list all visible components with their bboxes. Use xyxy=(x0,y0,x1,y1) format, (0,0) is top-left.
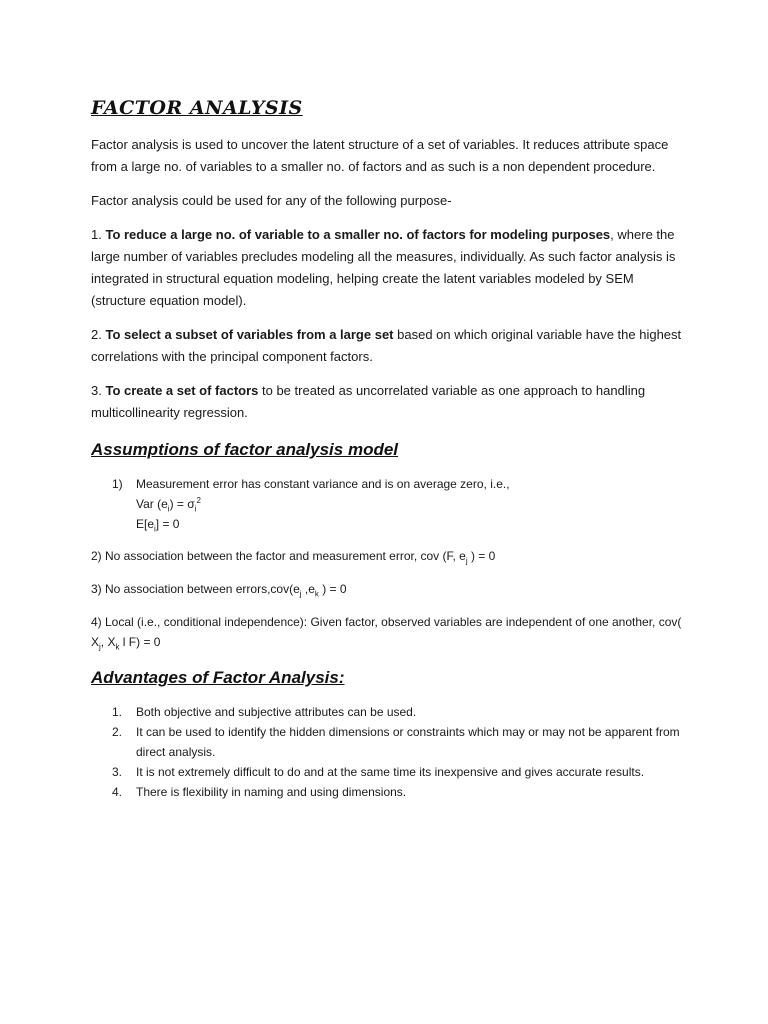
advantages-heading: Advantages of Factor Analysis: xyxy=(91,668,345,687)
purpose-item: 2. To select a subset of variables from a large set based on which original variable have the highest correlations with the principal component factors. xyxy=(91,327,682,364)
list-item: 2. It can be used to identify the hidden dimensions or constraints which may or may not be apparent from direct analysis. xyxy=(112,725,680,759)
purpose-item: 3. To create a set of factors to be treated as uncorrelated variable as one approach to handling multicollinearity regression. xyxy=(91,383,646,420)
assumptions-heading: Assumptions of factor analysis model xyxy=(91,440,399,459)
list-item: 3. It is not extremely difficult to do and at the same time its inexpensive and gives accurate results. xyxy=(112,765,645,779)
list-item: 1) Measurement error has constant variance and is on average zero, i.e., xyxy=(112,477,510,491)
purpose-bold: To create a set of factors xyxy=(105,383,259,398)
purpose-bold: To reduce a large no. of variable to a smaller no. of factors for modeling purposes xyxy=(105,227,611,242)
list-item: 4. There is flexibility in naming and using dimensions. xyxy=(112,785,407,799)
purpose-bold: To select a subset of variables from a large set xyxy=(105,327,394,342)
expectation-formula: $E[e_i] = 0$ xyxy=(136,517,180,534)
purpose-item: 1. To reduce a large no. of variable to a smaller no. of factors for modeling purposes, where the large number of variables precludes modeling all the measures, individually. As such factor analysis is integrated in structural equation modeling, helping create the latent variables modeled by SEM (structure equation model). xyxy=(91,227,676,308)
assumption-3: 3) No association between $errors,cov(e_j$ $,e_k$ ) = 0 xyxy=(91,582,347,599)
document-page xyxy=(91,96,691,814)
assumption-4: 4) Local (i.e., conditional independence): Given factor, observed variables are independent of one another, cov( $X_j$, $X_k$ l F) = 0 xyxy=(91,615,682,652)
assumption-1 xyxy=(91,474,691,534)
intro-paragraph: Factor analysis is used to uncover the latent structure of a set of variables. It reduces attribute space from a large no. of variables to a smaller no. of factors and as such is a non dependent procedure. xyxy=(91,137,669,174)
assumption-2: 2) No association between the factor and measurement error, cov (F, $e_j$ ) = 0 xyxy=(91,549,496,566)
advantages-list xyxy=(91,702,691,802)
page-title: FACTOR ANALYSIS xyxy=(91,97,303,119)
variance-formula: Var $(e_i) = \sigma_i^2$ xyxy=(136,496,201,514)
purpose-intro: Factor analysis could be used for any of the following purpose- xyxy=(91,193,452,208)
list-item: 1. Both objective and subjective attributes can be used. xyxy=(112,705,417,719)
